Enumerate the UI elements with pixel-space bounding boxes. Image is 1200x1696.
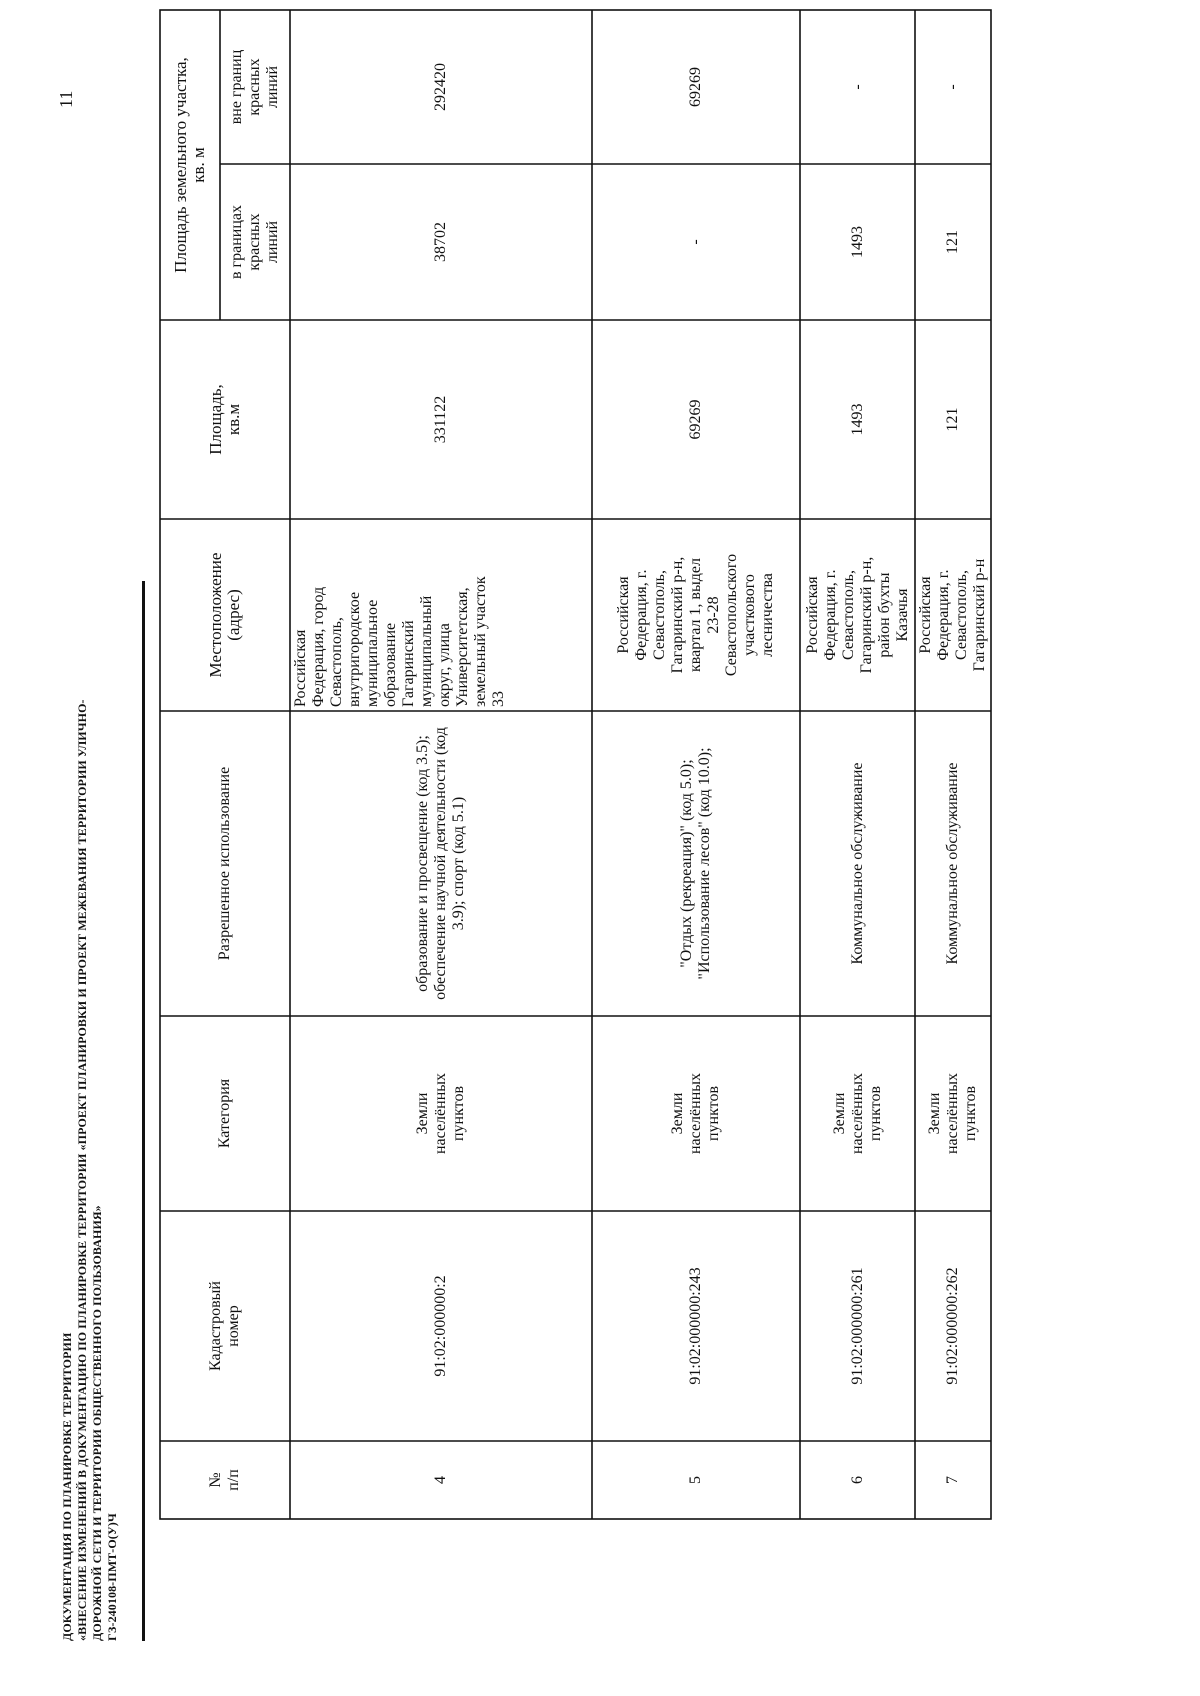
table-row-5-area: 69269	[687, 399, 704, 440]
table-row-6-outside-red-lines: -	[848, 84, 866, 90]
table-row-6-cadastral: 91:02:000000:261	[848, 1267, 866, 1385]
header-cadastral-number: Кадастровый номер	[207, 1281, 242, 1371]
header-line-3: ДОРОЖНОЙ СЕТИ И ТЕРРИТОРИИ ОБЩЕСТВЕННОГО ПОЛЬЗОВАНИЯ»	[90, 1205, 104, 1641]
header-line-2: «ВНЕСЕНИЕ ИЗМЕНЕНИЙ В ДОКУМЕНТАЦИЮ ПО ПЛАНИРОВКЕ ТЕРРИТОРИИ «ПРОЕКТ ПЛАНИРОВКИ И ПРОЕКТ МЕЖЕВАНИЯ ТЕРРИТОРИИ УЛИЧНО-	[75, 699, 89, 1641]
table-row-4-cadastral: 91:02:000000:2	[432, 1275, 449, 1377]
table-row-7-location: Российская Федерация, г. Севастополь, Гагаринский р-н	[917, 558, 988, 672]
header-location: Местоположение (адрес)	[206, 552, 243, 678]
header-within-red-lines: в границах красных линий	[228, 205, 281, 280]
table-row-6-within-red-lines: 1493	[848, 226, 866, 258]
table-row-7-category: Земли населённых пунктов	[926, 1072, 979, 1155]
header-line-4: ГЗ-240108-ПМТ-О(У)Ч	[105, 1513, 119, 1641]
table-row-6-category: Земли населённых пунктов	[830, 1072, 884, 1155]
table-row-6-location: Российская Федерация, г. Севастополь, Гагаринский р-н, район бухты Казачья	[803, 556, 911, 674]
table-row-5-outside-red-lines: 69269	[687, 67, 704, 107]
header-num: № п/п	[207, 1469, 242, 1491]
table-row-4-area: 331122	[432, 395, 449, 444]
table-row-7-within-red-lines: 121	[944, 230, 961, 254]
header-category: Категория	[216, 1078, 233, 1149]
table-row-7-area: 121	[944, 407, 961, 432]
table-row-7-permitted-use: Коммунальное обслуживание	[944, 762, 961, 965]
header-line-1: ДОКУМЕНТАЦИЯ ПО ПЛАНИРОВКЕ ТЕРРИТОРИИ	[60, 1332, 74, 1641]
table-row-6-num: 6	[848, 1476, 866, 1484]
table-row-7-outside-red-lines: -	[944, 84, 961, 90]
header-permitted-use: Разрешенное использование	[216, 766, 233, 961]
table-row-4-within-red-lines: 38702	[432, 222, 449, 262]
table-row-4-num: 4	[432, 1476, 449, 1484]
page-number: 11	[56, 90, 76, 108]
table-row-4-location: Российская Федерация, город Севастополь, внутригородское муниципальное образование Гагаринский муниципальный округ, улица Университетская, земельный участок 33	[292, 576, 507, 707]
header-plot-area-group: Площадь земельного участка, кв. м	[171, 57, 208, 273]
table-row-5-location: Российская Федерация, г. Севастополь, Гагаринский р-н, квартал 1, выдел 23-28 Севастопольского участкового лесничества	[615, 553, 776, 677]
table-row-7-cadastral: 91:02:000000:262	[944, 1267, 961, 1385]
header-outside-red-lines: вне границ красных линий	[228, 49, 281, 125]
table-row-7-num: 7	[944, 1476, 961, 1484]
table-row-5-within-red-lines: -	[687, 239, 704, 245]
table-row-4-permitted-use: образование и просвещение (код 3.5); обеспечение научной деятельности (код 3.9); спорт (код 5.1)	[414, 727, 467, 1000]
table-row-4-outside-red-lines: 292420	[432, 63, 449, 111]
header-area: Площадь, кв.м	[206, 384, 243, 455]
table-row-6-area: 1493	[848, 403, 866, 436]
table-row-5-permitted-use: "Отдых (рекреация)" (код 5.0); "Использование лесов" (код 10.0);	[678, 747, 713, 980]
table-row-4-category: Земли населённых пунктов	[414, 1072, 467, 1155]
table-row-5-category: Земли населённых пунктов	[669, 1072, 722, 1155]
table-row-6-permitted-use: Коммунальное обслуживание	[848, 762, 866, 965]
table-row-5-num: 5	[687, 1476, 704, 1484]
table-row-5-cadastral: 91:02:000000:243	[687, 1267, 704, 1385]
